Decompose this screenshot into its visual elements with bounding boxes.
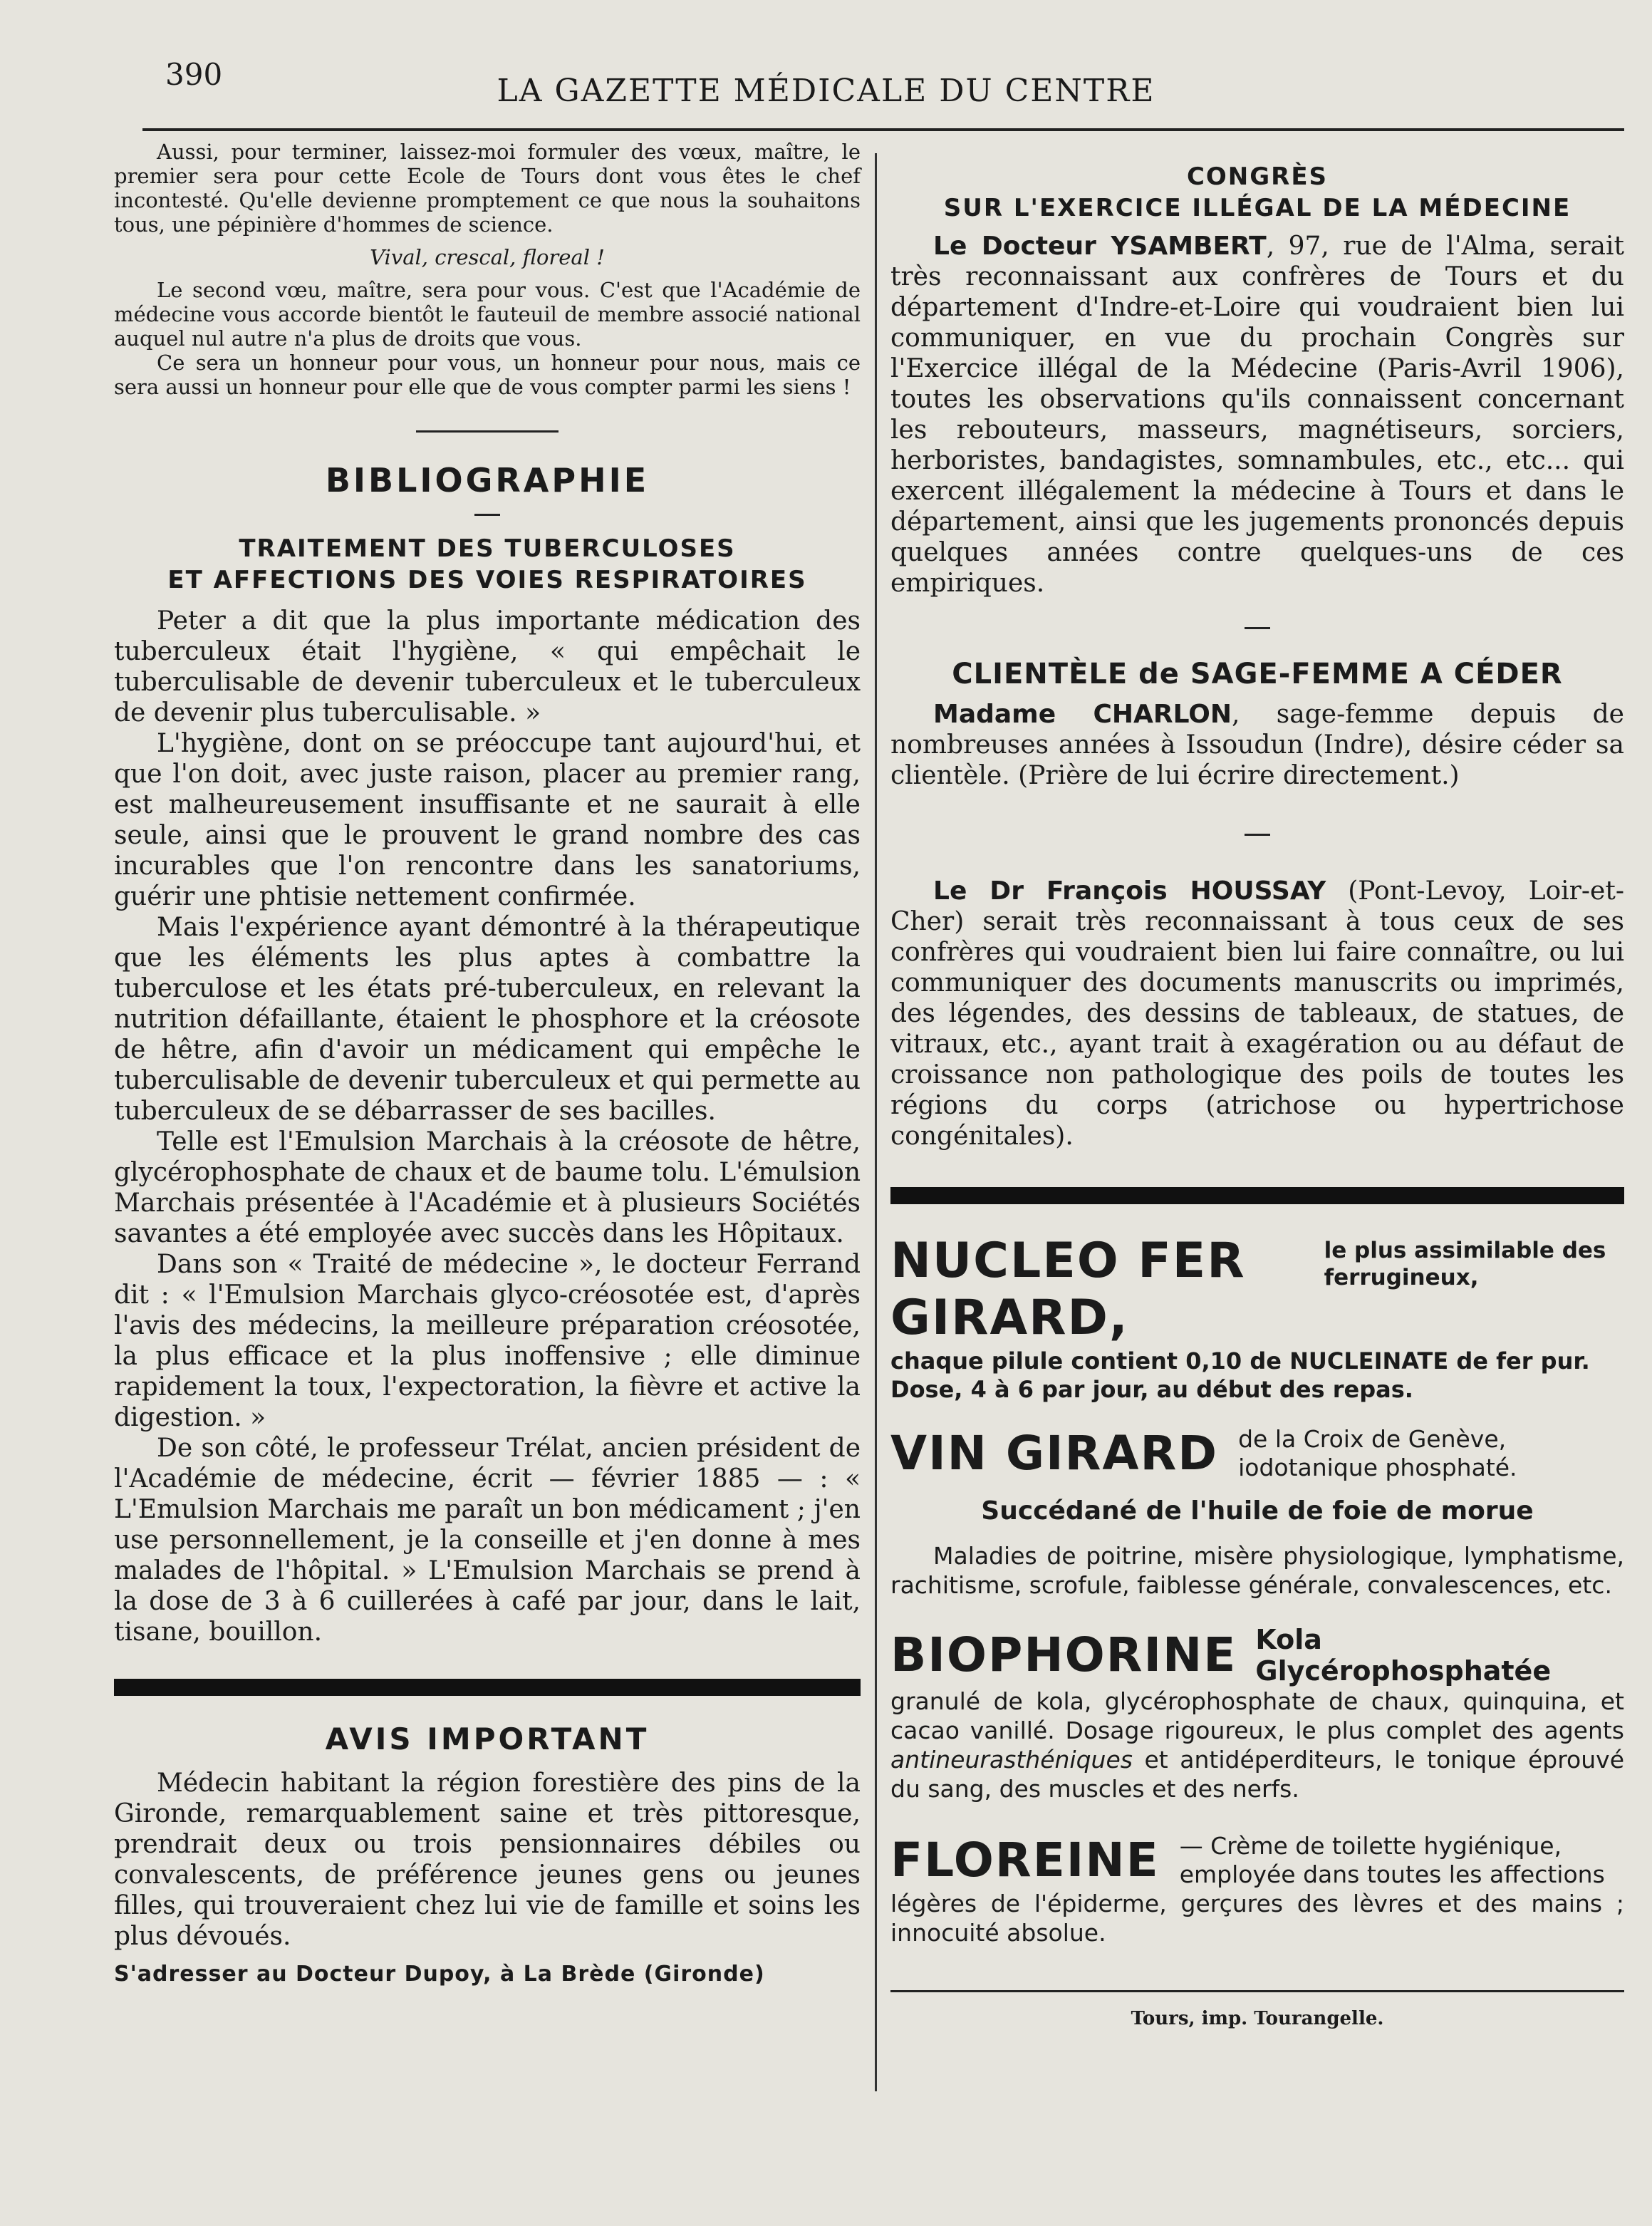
- congress-doctor-name: Le Docteur YSAMBERT: [933, 232, 1267, 261]
- article-paragraph: Telle est l'Emulsion Marchais à la créosote de hêtre, glycérophosphate de chaux et de baume tolu. L'émulsion Marchais présentée à l'Académie et à plusieurs Sociétés savantes a été employée avec succès dans les Hôpitaux.: [114, 1127, 861, 1248]
- left-column: [114, 140, 861, 1987]
- intro-paragraph: Aussi, pour terminer, laissez-moi formuler des vœux, maître, le premier sera pour cette Ecole de Tours dont vous êtes le chef incontesté. Qu'elle devienne promptement ce que nous la souhaitons tous, une pépinière d'hommes de science.: [114, 140, 861, 237]
- article-paragraph: Dans son « Traité de médecine », le docteur Ferrand dit : « l'Emulsion Marchais glyco-créosotée est, d'après l'avis des médecins, la meilleure préparation créosotée, la plus efficace et la plus inoffensive ; elle diminue rapidement la toux, l'expectoration, la fièvre et active la digestion. »: [114, 1250, 861, 1432]
- nucleo-advert-header: [890, 1233, 1624, 1347]
- congress-title-line-1: CONGRÈS: [1186, 162, 1329, 191]
- title-dash: [474, 514, 500, 516]
- bio-body: [890, 1687, 1624, 1803]
- section-divider: [416, 430, 559, 433]
- houssay-name: Le Dr François HOUSSAY: [933, 876, 1326, 906]
- article-paragraph: Mais l'expérience ayant démontré à la thérapeutique que les éléments les plus aptes à combattre la tuberculose et les états pré-tuberculeux, en relevant la nutrition défaillante, étaient le phosphore et la créosote de hêtre, afin d'avoir un médicament qui empêche le tuberculisable de devenir tuberculeux et qui permette au tuberculeux de se débarrasser de ses bacilles.: [114, 913, 861, 1126]
- bio-tagline: Kola Glycérophosphatée: [1255, 1624, 1552, 1687]
- floreine-brand: FLOREINE: [890, 1833, 1160, 1888]
- title-dash: [1245, 834, 1270, 836]
- intro-motto: Vival, crescal, floreal !: [370, 245, 605, 269]
- midwife-notice: [890, 699, 1624, 791]
- printer-imprint: Tours, imp. Tourangelle.: [1131, 2008, 1384, 2029]
- bio-advert-header: [890, 1624, 1624, 1687]
- article-paragraph: De son côté, le professeur Trélat, ancien président de l'Académie de médecine, écrit — février 1885 — : « L'Emulsion Marchais me paraît un bon médicament ; j'en use personnellement, je la conseille et j'en donne à mes malades de l'hôpital. » L'Emulsion Marchais se prend à la dose de 3 à 6 cuillerées à café par jour, dans le lait, tisane, bouillon.: [114, 1434, 861, 1647]
- page-number: 390: [165, 57, 223, 92]
- bio-body-emphasis: antineurasthéniques: [890, 1746, 1133, 1774]
- column-divider: [875, 153, 877, 2091]
- congress-title-line-2: SUR L'EXERCICE ILLÉGAL DE LA MÉDECINE: [943, 194, 1572, 222]
- midwife-notice-title: CLIENTÈLE de SAGE-FEMME A CÉDER: [952, 658, 1563, 690]
- notice-address: S'adresser au Docteur Dupoy, à La Brède (Gironde): [114, 1962, 765, 1987]
- running-head: LA GAZETTE MÉDICALE DU CENTRE: [497, 73, 1155, 109]
- vin-tagline: de la Croix de Genève, iodotanique phosphaté.: [1238, 1425, 1517, 1481]
- midwife-name: Madame CHARLON: [933, 700, 1232, 729]
- intro-paragraph: Ce sera un honneur pour vous, un honneur pour nous, mais ce sera aussi un honneur pour elle que de vous compter parmi les siens !: [114, 351, 861, 399]
- intro-paragraph: Le second vœu, maître, sera pour vous. C'est que l'Académie de médecine vous accorde bientôt le fauteuil de membre associé national auquel nul autre n'a plus de droits que vous.: [114, 278, 861, 351]
- footer-rule: [890, 1990, 1624, 1992]
- vin-brand: VIN GIRARD: [890, 1426, 1219, 1481]
- nucleo-body: chaque pilule contient 0,10 de NUCLEINATE de fer pur.: [890, 1347, 1590, 1375]
- article-paragraph: L'hygiène, dont on se préoccupe tant aujourd'hui, et que l'on doit, avec juste raison, placer au premier rang, est malheureusement insuffisante et ne saurait à elle seule, ainsi que le prouvent le grand nombre des cas incurables que l'on rencontre dans les sanatoriums, guérir une phtisie nettement confirmée.: [114, 729, 861, 911]
- houssay-notice-text: (Pont-Levoy, Loir-et-Cher) serait très reconnaissant à tous ceux de ses confrères qui voudraient bien lui faire connaître, ou lui communiquer des documents manuscrits ou imprimés, des légendes, des dessins de tableaux, de statues, de vitraux, etc., ayant trait à exagération ou au défaut de croissance non pathologique des poils de toutes les régions du corps (atrichose ou hypertrichose congénitales).: [890, 876, 1624, 1151]
- bio-body-text: granulé de kola, glycérophosphate de chaux, quinquina, et cacao vanillé. Dosage rigoureux, le plus complet des agents: [890, 1687, 1624, 1744]
- nucleo-dosage: Dose, 4 à 6 par jour, au début des repas.: [890, 1376, 1413, 1403]
- congress-notice: [890, 231, 1624, 599]
- vin-advert-header: [890, 1425, 1624, 1482]
- floreine-advert-header: [890, 1832, 1624, 1889]
- section-bar: [114, 1679, 861, 1696]
- notice-body: Médecin habitant la région forestière des pins de la Gironde, remarquablement saine et très pittoresque, prendrait deux ou trois pensionnaires débiles ou convalescents, de préférence jeunes gens ou jeunes filles, qui trouveraient chez lui vie de famille et soins les plus dévoués.: [114, 1769, 861, 1951]
- vin-subtitle: Succédané de l'huile de foie de morue: [981, 1496, 1534, 1526]
- houssay-notice: [890, 876, 1624, 1151]
- floreine-tagline: — Crème de toilette hygiénique, employée dans toutes les affections: [1179, 1832, 1605, 1888]
- midwife-notice-text: , sage-femme depuis de nombreuses années à Issoudun (Indre), désire céder sa clientèle. (Prière de lui écrire directement.): [890, 700, 1624, 790]
- advert-bar: [890, 1187, 1624, 1204]
- nucleo-brand: NUCLEO FER GIRARD,: [890, 1233, 1246, 1346]
- notice-title: AVIS IMPORTANT: [325, 1722, 650, 1756]
- article-title-line-2: ET AFFECTIONS DES VOIES RESPIRATOIRES: [167, 566, 807, 594]
- vin-body: Maladies de poitrine, misère physiologique, lymphatisme, rachitisme, scrofule, faiblesse générale, convalescences, etc.: [890, 1542, 1624, 1599]
- congress-notice-text: , 97, rue de l'Alma, serait très reconnaissant aux confrères de Tours et du département d'Indre-et-Loire qui voudraient bien lui communiquer, en vue du prochain Congrès sur l'Exercice illégal de la Médecine (Paris-Avril 1906), toutes les observations qu'ils connaissent concernant les rebouteurs, masseurs, magnétiseurs, sorciers, herboristes, bandagistes, somnambules, etc., etc... qui exercent illégalement la médecine à Tours et dans le département, ainsi que les jugements prononcés depuis quelques années contre quelques-uns de ces empiriques.: [890, 232, 1625, 598]
- article-paragraph: Peter a dit que la plus importante médication des tuberculeux était l'hygiène, « qui empêchait le tuberculisable de devenir tuberculeux et le tuberculeux de devenir plus tuberculisable. »: [114, 606, 861, 728]
- bibliography-title: BIBLIOGRAPHIE: [325, 461, 650, 499]
- nucleo-tagline: le plus assimilable des ferrugineux,: [1324, 1238, 1606, 1290]
- header-rule: [142, 128, 1624, 131]
- title-dash: [1245, 627, 1270, 629]
- right-column: [890, 161, 1624, 2029]
- article-title-line-1: TRAITEMENT DES TUBERCULOSES: [239, 534, 736, 563]
- floreine-body: légères de l'épiderme, gerçures des lèvres et des mains ; innocuité absolue.: [890, 1890, 1624, 1947]
- bio-brand: BIOPHORINE: [890, 1627, 1237, 1682]
- bio-body-text: et antidéperditeurs, le tonique éprouvé du sang, des muscles et des nerfs.: [890, 1746, 1624, 1803]
